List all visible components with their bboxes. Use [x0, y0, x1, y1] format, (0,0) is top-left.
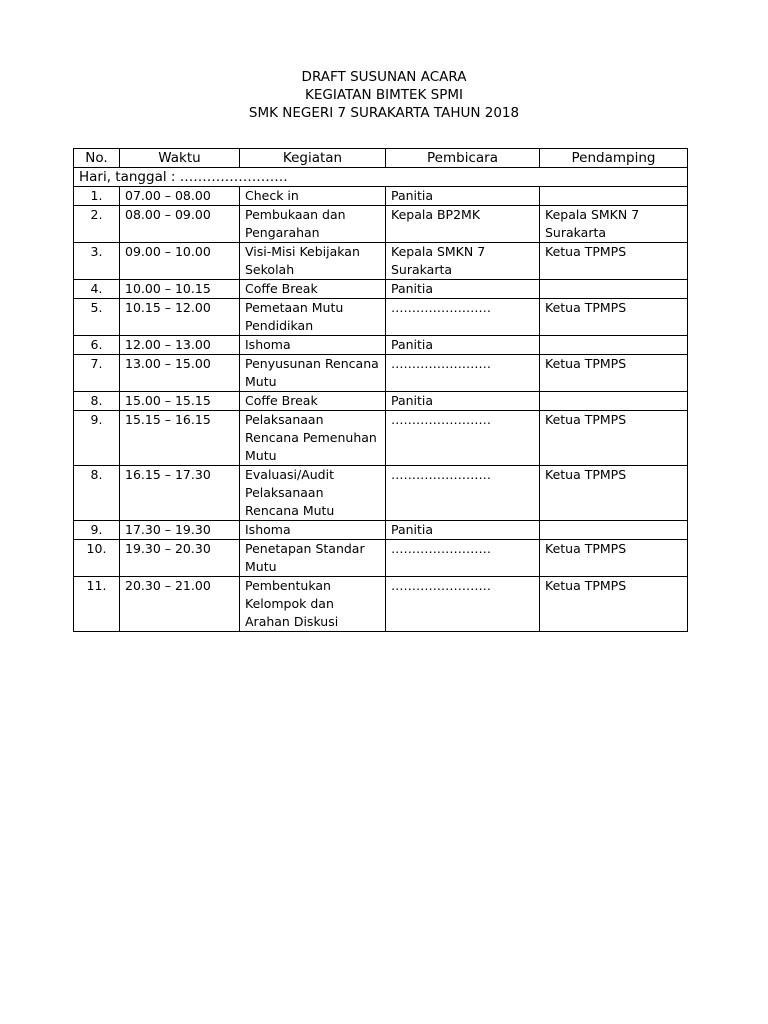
cell-waktu: 13.00 – 15.00: [120, 355, 240, 392]
cell-pembicara: Panitia: [386, 392, 540, 411]
table-row: [74, 187, 688, 206]
cell-pembicara: Panitia: [386, 280, 540, 299]
cell-pendamping: [540, 336, 688, 355]
cell-kegiatan: Pembukaan dan Pengarahan: [240, 206, 386, 243]
table-row: [74, 466, 688, 521]
cell-pembicara: ……………………: [386, 577, 540, 632]
cell-no: 9.: [74, 411, 120, 466]
cell-pembicara: Panitia: [386, 336, 540, 355]
cell-pendamping: Ketua TPMPS: [540, 411, 688, 466]
cell-pendamping: [540, 280, 688, 299]
cell-no: 10.: [74, 540, 120, 577]
cell-pendamping: [540, 392, 688, 411]
cell-kegiatan: Pemetaan Mutu Pendidikan: [240, 299, 386, 336]
cell-pembicara: ……………………: [386, 411, 540, 466]
header-pendamping: Pendamping: [540, 149, 688, 168]
cell-kegiatan: Check in: [240, 187, 386, 206]
day-row: [74, 168, 688, 187]
cell-no: 7.: [74, 355, 120, 392]
header-row: [74, 149, 688, 168]
cell-kegiatan: Penetapan Standar Mutu: [240, 540, 386, 577]
cell-kegiatan: Ishoma: [240, 521, 386, 540]
cell-waktu: 12.00 – 13.00: [120, 336, 240, 355]
cell-no: 9.: [74, 521, 120, 540]
cell-kegiatan: Visi-Misi Kebijakan Sekolah: [240, 243, 386, 280]
cell-pendamping: Ketua TPMPS: [540, 243, 688, 280]
title-line-1: DRAFT SUSUNAN ACARA: [301, 69, 467, 85]
cell-pendamping: Ketua TPMPS: [540, 540, 688, 577]
cell-pembicara: Panitia: [386, 187, 540, 206]
cell-pendamping: [540, 187, 688, 206]
cell-kegiatan: Coffe Break: [240, 392, 386, 411]
cell-pendamping: Ketua TPMPS: [540, 355, 688, 392]
table-row: [74, 336, 688, 355]
cell-no: 5.: [74, 299, 120, 336]
cell-waktu: 19.30 – 20.30: [120, 540, 240, 577]
day-label: Hari, tanggal : ……………………: [74, 168, 688, 187]
cell-waktu: 10.15 – 12.00: [120, 299, 240, 336]
header-no: No.: [74, 149, 120, 168]
table-row: [74, 206, 688, 243]
cell-pendamping: Kepala SMKN 7 Surakarta: [540, 206, 688, 243]
cell-pembicara: ……………………: [386, 299, 540, 336]
cell-pembicara: Kepala SMKN 7 Surakarta: [386, 243, 540, 280]
cell-no: 8.: [74, 392, 120, 411]
cell-kegiatan: Coffe Break: [240, 280, 386, 299]
cell-waktu: 17.30 – 19.30: [120, 521, 240, 540]
header-kegiatan: Kegiatan: [240, 149, 386, 168]
cell-kegiatan: Pembentukan Kelompok dan Arahan Diskusi: [240, 577, 386, 632]
title-line-2: KEGIATAN BIMTEK SPMI: [305, 87, 463, 103]
cell-no: 3.: [74, 243, 120, 280]
cell-waktu: 10.00 – 10.15: [120, 280, 240, 299]
cell-waktu: 08.00 – 09.00: [120, 206, 240, 243]
header-pembicara: Pembicara: [386, 149, 540, 168]
cell-pembicara: ……………………: [386, 355, 540, 392]
table-row: [74, 280, 688, 299]
cell-no: 6.: [74, 336, 120, 355]
cell-kegiatan: Ishoma: [240, 336, 386, 355]
cell-waktu: 16.15 – 17.30: [120, 466, 240, 521]
cell-pembicara: Kepala BP2MK: [386, 206, 540, 243]
cell-kegiatan: Penyusunan Rencana Mutu: [240, 355, 386, 392]
cell-waktu: 15.15 – 16.15: [120, 411, 240, 466]
cell-pendamping: Ketua TPMPS: [540, 577, 688, 632]
table-row: [74, 577, 688, 632]
cell-no: 11.: [74, 577, 120, 632]
cell-no: 2.: [74, 206, 120, 243]
cell-pembicara: ……………………: [386, 466, 540, 521]
schedule-table: [73, 148, 688, 632]
table-row: [74, 299, 688, 336]
cell-pendamping: Ketua TPMPS: [540, 466, 688, 521]
document-title: [0, 68, 768, 122]
cell-waktu: 07.00 – 08.00: [120, 187, 240, 206]
cell-no: 4.: [74, 280, 120, 299]
title-line-3: SMK NEGERI 7 SURAKARTA TAHUN 2018: [248, 105, 520, 121]
cell-pendamping: Ketua TPMPS: [540, 299, 688, 336]
table-row: [74, 355, 688, 392]
cell-kegiatan: Pelaksanaan Rencana Pemenuhan Mutu: [240, 411, 386, 466]
table-row: [74, 243, 688, 280]
table-row: [74, 411, 688, 466]
cell-no: 8.: [74, 466, 120, 521]
cell-waktu: 15.00 – 15.15: [120, 392, 240, 411]
table-row: [74, 540, 688, 577]
cell-no: 1.: [74, 187, 120, 206]
cell-waktu: 09.00 – 10.00: [120, 243, 240, 280]
cell-pendamping: [540, 521, 688, 540]
cell-pembicara: Panitia: [386, 521, 540, 540]
table-row: [74, 521, 688, 540]
cell-pembicara: ……………………: [386, 540, 540, 577]
table-row: [74, 392, 688, 411]
cell-waktu: 20.30 – 21.00: [120, 577, 240, 632]
cell-kegiatan: Evaluasi/Audit Pelaksanaan Rencana Mutu: [240, 466, 386, 521]
header-waktu: Waktu: [120, 149, 240, 168]
